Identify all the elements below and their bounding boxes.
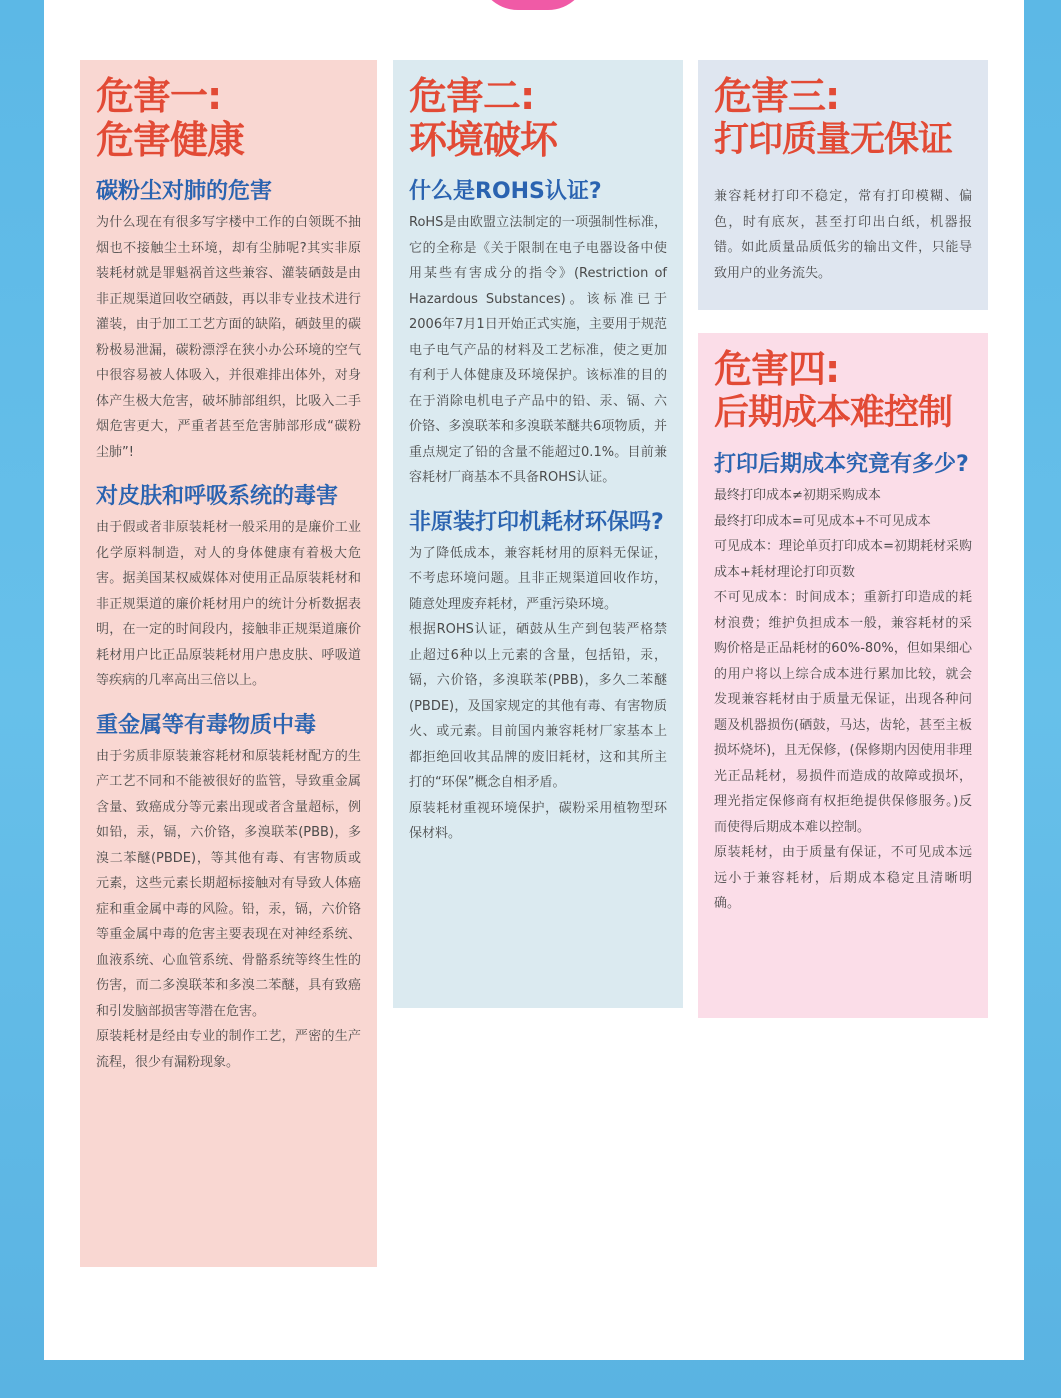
section-heading: 什么是ROHS认证? [409, 179, 602, 204]
paragraph: 不可见成本：时间成本；重新打印造成的耗材浪费；维护负担成本一般，兼容耗材的采购价格是正品耗材的60%-80%，但如果细心的用户将以上综合成本进行累加比较，就会发现兼容耗材由于质量无保证，出现各种问题及机器损伤(硒鼓，马达，齿轮，甚至主板损坏烧坏)，且无保修，(保修期内因使用非理光正品耗材，易损件而造成的故障或损坏，理光指定保修商有权拒绝提供保修服务。)反而使得后期成本难以控制。 [714, 590, 972, 835]
paragraph: 兼容耗材打印不稳定，常有打印模糊、偏色，时有底灰，甚至打印出白纸，机器报错。如此质量品质低劣的输出文件，只能导致用户的业务流失。 [714, 189, 972, 281]
section-body [409, 541, 667, 847]
card-title-line2: 危害健康 [96, 118, 245, 162]
card-title-line2: 打印质量无保证 [714, 120, 953, 160]
card-harm-environment [393, 60, 683, 1008]
section-heading: 碳粉尘对肺的危害 [96, 179, 273, 204]
paragraph: RoHS是由欧盟立法制定的一项强制性标准，它的全称是《关于限制在电子电器设备中使用某些有害成分的指令》(Restriction of Hazardous Substances)。该标准已于2006年7月1日开始正式实施，主要用于规范电子电气产品的材料及工艺标准，使之更加有利于人体健康及环境保护。该标准的目的在于消除电机电子产品中的铅、汞、镉、六价铬、多溴联苯和多溴联苯醚共6项物质，并重点规定了铅的含量不能超过0.1%。目前兼容耗材厂商基本不具备ROHS认证。 [409, 215, 667, 485]
paragraph: 可见成本：理论单页打印成本=初期耗材采购成本+耗材理论打印页数 [714, 539, 972, 580]
card-harm-cost [698, 333, 988, 1018]
paragraph: 由于劣质非原装兼容耗材和原装耗材配方的生产工艺不同和不能被很好的监管，导致重金属含量、致癌成分等元素出现或者含量超标，例如铅，汞，镉，六价铬，多溴联苯(PBB)，多溴二苯醚(PBDE)，等其他有毒、有害物质或元素，这些元素长期超标接触对有导致人体癌症和重金属中毒的风险。铅，汞，镉，六价铬等重金属中毒的危害主要表现在对神经系统、血液系统、心血管系统、骨骼系统等终生性的伤害，而二多溴联苯和多溴二苯醚，具有致癌和引发脑部损害等潜在危害。 [96, 748, 361, 1019]
card-harm-health [80, 60, 377, 1267]
card-harm-print-quality [698, 60, 988, 310]
card-title-line1: 危害一: [96, 74, 222, 118]
section-body [96, 744, 361, 1076]
card-title-line1: 危害四: [714, 347, 840, 391]
paragraph: 原装耗材，由于质量有保证，不可见成本远远小于兼容耗材，后期成本稳定且清晰明确。 [714, 845, 972, 911]
section-heading: 打印后期成本究竟有多少? [714, 452, 969, 477]
section-body [714, 483, 972, 917]
section-heading: 重金属等有毒物质中毒 [96, 712, 317, 738]
section-body [409, 210, 667, 491]
paragraph: 最终打印成本≠初期采购成本 [714, 488, 881, 503]
section-body [714, 184, 972, 286]
paragraph: 为了降低成本，兼容耗材用的原料无保证，不考虑环境问题。且非正规渠道回收作坊，随意处理废弃耗材，严重污染环境。 [409, 545, 667, 612]
paragraph: 根据ROHS认证，硒鼓从生产到包装严格禁止超过6种以上元素的含量，包括铅，汞，镉，六价铬，多溴联苯(PBB)，多久二苯醚(PBDE)，及国家规定的其他有毒、有害物质火、或元素。目前国内兼容耗材厂家基本上都拒绝回收其品牌的废旧耗材，这和其所主打的“环保”概念自相矛盾。 [409, 622, 667, 790]
paragraph: 由于假或者非原装耗材一般采用的是廉价工业化学原料制造，对人的身体健康有着极大危害。据美国某权威媒体对使用正品原装耗材和非正规渠道的廉价耗材用户的统计分析数据表明，在一定的时间段内，接触非正规渠道廉价耗材用户比正品原装耗材用户患皮肤、呼吸道等疾病的几率高出三倍以上。 [96, 520, 361, 688]
section-heading: 对皮肤和呼吸系统的毒害 [96, 484, 339, 509]
paragraph: 原装耗材是经由专业的制作工艺，严密的生产流程，很少有漏粉现象。 [96, 1029, 361, 1070]
paragraph: 为什么现在有很多写字楼中工作的白领既不抽烟也不接触尘土环境，却有尘肺呢?其实非原装耗材就是罪魁祸首这些兼容、灌装硒鼓是由非正规渠道回收空硒鼓，再以非专业技术进行灌装，由于加工工艺方面的缺陷，硒鼓里的碳粉极易泄漏，碳粉漂浮在狭小办公环境的空气中很容易被人体吸入，并很难排出体外，对身体产生极大危害，破坏肺部组织，比吸入二手烟危害更大，严重者甚至危害肺部形成“碳粉尘肺”! [96, 215, 361, 460]
section-body [96, 210, 361, 465]
paragraph: 原装耗材重视环境保护，碳粉采用植物型环保材料。 [409, 800, 667, 841]
section-heading: 非原装打印机耗材环保吗? [409, 509, 664, 535]
paragraph: 最终打印成本=可见成本+不可见成本 [714, 513, 931, 529]
card-title-line2: 环境破坏 [409, 118, 558, 162]
card-title-line1: 危害三: [714, 74, 840, 118]
card-title-line2: 后期成本难控制 [714, 393, 953, 433]
section-body [96, 515, 361, 694]
card-title-line1: 危害二: [409, 74, 535, 118]
